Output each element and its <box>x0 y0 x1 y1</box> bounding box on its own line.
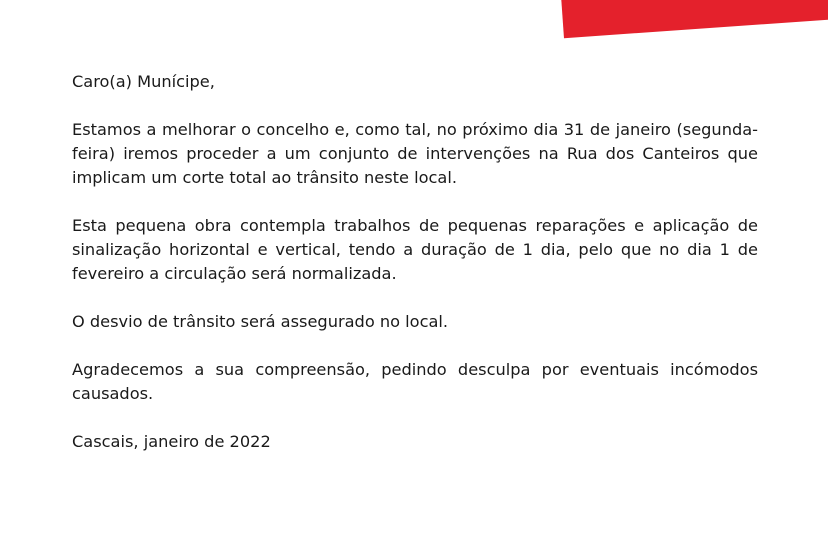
paragraph-apology: Agradecemos a sua compreensão, pedindo desculpa por eventuais incómodos causados. <box>72 360 758 403</box>
signoff: Cascais, janeiro de 2022 <box>72 432 271 451</box>
red-accent-band <box>561 0 828 38</box>
salutation: Caro(a) Munícipe, <box>72 72 215 91</box>
paragraph-intervention: Estamos a melhorar o concelho e, como tal, no próximo dia 31 de janeiro (segunda-feira) iremos proceder a um conjunto de intervenções na Rua dos Canteiros que implicam um corte total ao trânsito neste local. <box>72 120 758 187</box>
letter-body <box>72 70 758 478</box>
paragraph-detour: O desvio de trânsito será assegurado no local. <box>72 312 449 331</box>
paragraph-works: Esta pequena obra contempla trabalhos de pequenas reparações e aplicação de sinalização horizontal e vertical, tendo a duração de 1 dia, pelo que no dia 1 de fevereiro a circulação será normalizada. <box>72 216 758 283</box>
